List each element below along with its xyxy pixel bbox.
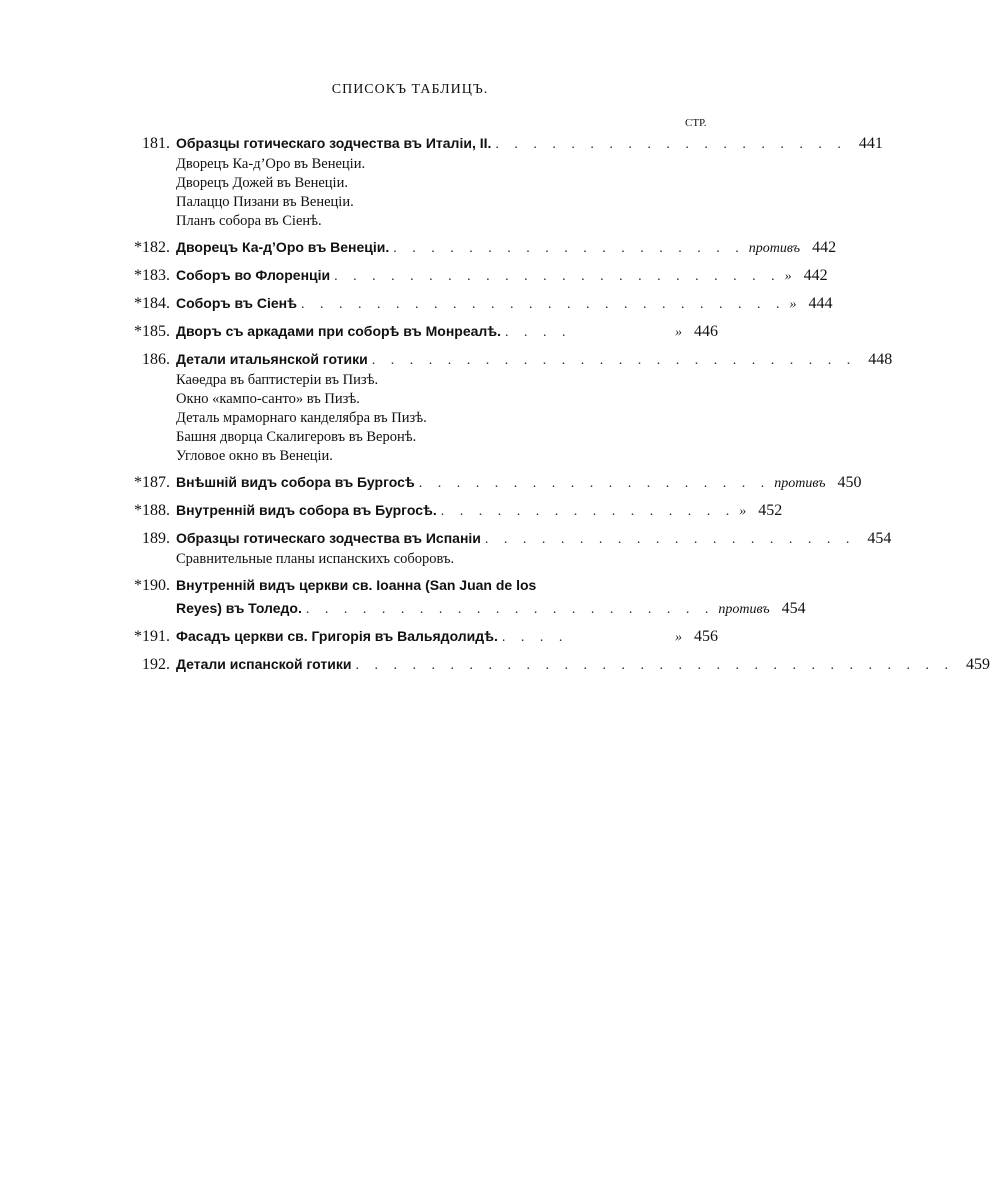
sub-item: Палаццо Пизани въ Венецiи.	[176, 194, 354, 210]
entry-number: *183.	[134, 267, 170, 284]
dot-leader: . . . . . . . . . . . . . . . . . . . . . .	[305, 602, 715, 617]
page-column-label: СТР.	[685, 117, 707, 129]
entry-title: Дворецъ Ка-д’Оро въ Венецiи.	[176, 239, 390, 255]
entry-note: »	[675, 325, 682, 340]
toc-entry-185	[118, 320, 718, 343]
entry-number: *188.	[134, 502, 170, 519]
table-of-plates	[118, 132, 990, 681]
toc-entry-190	[118, 574, 806, 620]
sub-item: Башня дворца Скалигеровъ въ Веронѣ.	[176, 429, 417, 445]
entry-note: противъ	[748, 241, 801, 256]
toc-entry-192	[118, 653, 990, 676]
entry-number: *190.	[134, 577, 170, 594]
entry-note: »	[784, 269, 792, 284]
entry-number: 192.	[142, 656, 170, 673]
entry-number: *185.	[134, 323, 170, 340]
entry-number: *182.	[134, 239, 170, 256]
dot-leader: . . . .	[505, 325, 572, 340]
dot-leader: . . . .	[501, 630, 569, 645]
dot-leader: . . . . . . . . . . . . . . . . . . . . . . . . . . . . . . . .	[355, 658, 954, 673]
dot-leader: . . . . . . . . . . . . . . . . . . .	[418, 476, 771, 491]
entry-title: Дворъ съ аркадами при соборѣ въ Монреалѣ.	[176, 323, 502, 339]
entry-page: 456	[694, 628, 718, 645]
entry-page: 446	[694, 323, 718, 340]
entry-title-continued: Reyes) въ Толедо.	[176, 600, 302, 616]
entry-page: 442	[812, 239, 837, 256]
sub-item: Каѳедра въ баптистерiи въ Пизѣ.	[176, 372, 379, 388]
entry-page: 452	[758, 502, 783, 519]
entry-number: *187.	[134, 474, 170, 491]
entry-title: Детали итальянской готики	[176, 351, 368, 367]
entry-page: 448	[868, 351, 893, 368]
entry-note: »	[675, 630, 682, 645]
toc-entry-183	[118, 264, 828, 287]
sub-item: Планъ собора въ Сiенѣ.	[176, 213, 322, 229]
dot-leader: . . . . . . . . . . . . . . . .	[440, 504, 736, 519]
entry-title: Внутреннiй видъ собора въ Бургосѣ.	[176, 502, 437, 518]
entry-page: 444	[808, 295, 833, 312]
toc-entry-184	[118, 292, 833, 315]
page-title: СПИСОКЪ ТАБЛИЦЪ.	[331, 82, 489, 97]
sub-item: Сравнительные планы испанскихъ соборовъ.	[176, 551, 455, 567]
dot-leader: . . . . . . . . . . . . . . . . . . . .	[484, 532, 856, 547]
sub-item: Дворецъ Дожей въ Венецiи.	[176, 175, 348, 191]
entry-title: Соборъ во Флоренцiи	[176, 267, 331, 283]
toc-entry-188	[118, 499, 783, 522]
toc-entry-186	[118, 348, 893, 466]
entry-page: 454	[867, 530, 892, 547]
entry-note: »	[789, 297, 797, 312]
sub-item: Угловое окно въ Венецiи.	[176, 448, 333, 464]
entry-page: 459	[965, 656, 990, 673]
toc-entry-181	[118, 132, 883, 231]
entry-number: 186.	[142, 351, 170, 368]
entry-title: Соборъ въ Сiенѣ	[176, 295, 297, 311]
entry-note: противъ	[774, 476, 826, 491]
toc-entry-191	[118, 625, 718, 648]
entry-page: 450	[837, 474, 862, 491]
entry-page: 442	[803, 267, 828, 284]
toc-entry-182	[118, 236, 837, 259]
entry-number: 181.	[142, 135, 170, 152]
toc-entry-187	[118, 471, 862, 494]
entry-note: противъ	[718, 602, 770, 617]
entry-note: »	[739, 504, 747, 519]
entry-number: 189.	[142, 530, 170, 547]
entry-title: Внѣшнiй видъ собора въ Бургосѣ	[176, 474, 415, 490]
entry-title: Фасадъ церкви св. Григорiя въ Вальядолидѣ.	[176, 628, 498, 644]
dot-leader: . . . . . . . . . . . . . . . . . . .	[393, 241, 745, 256]
entry-title: Образцы готическаго зодчества въ Италiи, II.	[176, 135, 492, 151]
sub-item: Окно «кампо-санто» въ Пизѣ.	[176, 391, 360, 407]
sub-item: Дворецъ Ка-д’Оро въ Венецiи.	[176, 156, 366, 172]
dot-leader: . . . . . . . . . . . . . . . . . . .	[495, 137, 847, 152]
entry-number: *191.	[134, 628, 170, 645]
entry-title: Образцы готическаго зодчества въ Испанiи	[176, 530, 481, 546]
entry-number: *184.	[134, 295, 170, 312]
entry-title: Детали испанской готики	[176, 656, 352, 672]
toc-entry-189	[118, 527, 892, 569]
entry-title: Внутреннiй видъ церкви св. Iоанна (San Juan de los	[176, 577, 537, 593]
dot-leader: . . . . . . . . . . . . . . . . . . . . . . . . . .	[371, 353, 857, 368]
entry-page: 454	[781, 600, 806, 617]
sub-item: Деталь мраморнаго канделябра въ Пизѣ.	[176, 410, 427, 426]
entry-page: 441	[858, 135, 883, 152]
dot-leader: . . . . . . . . . . . . . . . . . . . . . . . . . .	[300, 297, 786, 312]
dot-leader: . . . . . . . . . . . . . . . . . . . . . . . .	[334, 269, 781, 284]
